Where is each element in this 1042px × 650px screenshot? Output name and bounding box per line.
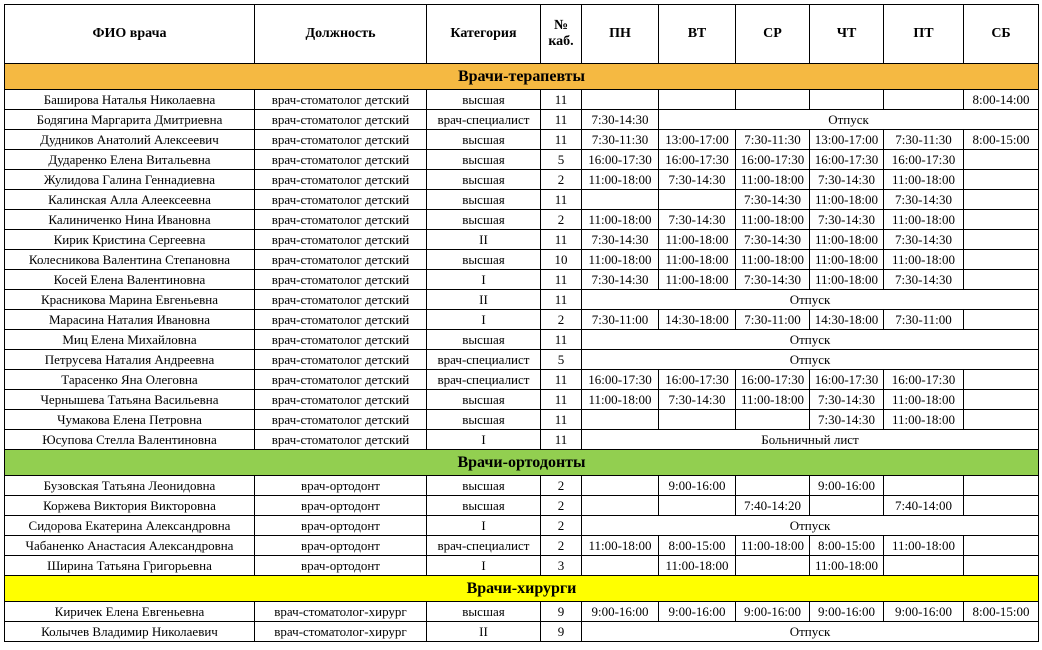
header-category: Категория [427, 5, 541, 64]
header-day-mon: ПН [582, 5, 659, 64]
schedule-cell: 16:00-17:30 [736, 370, 810, 390]
schedule-cell [736, 556, 810, 576]
schedule-cell: 11:00-18:00 [582, 210, 659, 230]
header-room-label: № каб. [548, 18, 574, 49]
schedule-cell: 7:30-14:30 [884, 230, 964, 250]
schedule-cell [659, 90, 736, 110]
doctor-room: 11 [541, 410, 582, 430]
schedule-cell [964, 390, 1039, 410]
doctor-category: высшая [427, 150, 541, 170]
table-row [5, 496, 1039, 516]
header-name: ФИО врача [5, 5, 255, 64]
schedule-cell: 8:00-14:00 [964, 90, 1039, 110]
schedule-cell: 11:00-18:00 [884, 410, 964, 430]
doctor-category: II [427, 290, 541, 310]
schedule-cell: 11:00-18:00 [884, 390, 964, 410]
schedule-cell: 11:00-18:00 [659, 270, 736, 290]
doctor-position: врач-стоматолог детский [255, 130, 427, 150]
schedule-cell: 7:30-14:30 [810, 410, 884, 430]
schedule-cell [810, 90, 884, 110]
doctor-position: врач-стоматолог детский [255, 250, 427, 270]
schedule-cell: 11:00-18:00 [582, 170, 659, 190]
status-cell: Отпуск [582, 330, 1039, 350]
schedule-cell [582, 410, 659, 430]
schedule-cell [659, 190, 736, 210]
doctor-room: 11 [541, 270, 582, 290]
doctor-position: врач-стоматолог детский [255, 170, 427, 190]
schedule-cell: 7:30-14:30 [736, 230, 810, 250]
table-row [5, 430, 1039, 450]
doctor-name: Баширова Наталья Николаевна [5, 90, 255, 110]
schedule-cell [964, 556, 1039, 576]
doctor-name: Жулидова Галина Геннадиевна [5, 170, 255, 190]
doctor-position: врач-стоматолог детский [255, 210, 427, 230]
table-row [5, 190, 1039, 210]
schedule-cell [964, 496, 1039, 516]
doctor-name: Сидорова Екатерина Александровна [5, 516, 255, 536]
doctor-category: высшая [427, 130, 541, 150]
schedule-cell: 7:30-14:30 [659, 210, 736, 230]
doctor-room: 2 [541, 210, 582, 230]
schedule-cell: 14:30-18:00 [810, 310, 884, 330]
doctor-category: I [427, 556, 541, 576]
schedule-cell: 11:00-18:00 [736, 170, 810, 190]
schedule-cell: 7:30-14:30 [884, 190, 964, 210]
status-cell: Отпуск [582, 622, 1039, 642]
schedule-cell [736, 476, 810, 496]
doctor-name: Миц Елена Михайловна [5, 330, 255, 350]
schedule-cell: 11:00-18:00 [810, 190, 884, 210]
schedule-cell: 16:00-17:30 [582, 370, 659, 390]
doctor-category: высшая [427, 190, 541, 210]
doctor-name: Колесникова Валентина Степановна [5, 250, 255, 270]
doctor-name: Марасина Наталия Ивановна [5, 310, 255, 330]
header-row [5, 5, 1039, 64]
header-day-thu: ЧТ [810, 5, 884, 64]
schedule-cell: 7:30-14:30 [582, 110, 659, 130]
doctor-position: врач-стоматолог детский [255, 330, 427, 350]
table-row [5, 330, 1039, 350]
doctor-category: I [427, 270, 541, 290]
schedule-cell: 16:00-17:30 [810, 150, 884, 170]
schedule-cell: 11:00-18:00 [810, 270, 884, 290]
schedule-cell: 16:00-17:30 [884, 150, 964, 170]
doctor-position: врач-стоматолог детский [255, 370, 427, 390]
section-header-therapists [5, 64, 1039, 90]
schedule-cell [964, 476, 1039, 496]
status-cell: Отпуск [659, 110, 1039, 130]
schedule-cell [582, 90, 659, 110]
doctor-room: 9 [541, 602, 582, 622]
doctor-position: врач-стоматолог детский [255, 190, 427, 210]
doctor-name: Дударенко Елена Витальевна [5, 150, 255, 170]
section-title: Врачи-ортодонты [5, 450, 1039, 476]
table-row [5, 250, 1039, 270]
doctor-name: Петрусева Наталия Андреевна [5, 350, 255, 370]
table-row [5, 350, 1039, 370]
table-row [5, 536, 1039, 556]
schedule-cell: 16:00-17:30 [736, 150, 810, 170]
schedule-cell: 14:30-18:00 [659, 310, 736, 330]
doctor-category: высшая [427, 496, 541, 516]
doctor-position: врач-стоматолог детский [255, 150, 427, 170]
schedule-cell [582, 496, 659, 516]
schedule-cell: 7:30-11:00 [582, 310, 659, 330]
schedule-body [5, 64, 1039, 642]
schedule-cell [582, 476, 659, 496]
schedule-cell: 11:00-18:00 [659, 250, 736, 270]
table-row [5, 90, 1039, 110]
doctor-category: врач-специалист [427, 350, 541, 370]
doctor-position: врач-стоматолог детский [255, 110, 427, 130]
header-day-fri: ПТ [884, 5, 964, 64]
schedule-cell [964, 170, 1039, 190]
schedule-cell: 7:30-14:30 [659, 170, 736, 190]
schedule-cell: 9:00-16:00 [736, 602, 810, 622]
schedule-cell: 11:00-18:00 [810, 556, 884, 576]
doctor-category: высшая [427, 210, 541, 230]
schedule-cell [659, 410, 736, 430]
schedule-cell [964, 190, 1039, 210]
doctor-room: 11 [541, 230, 582, 250]
schedule-cell: 16:00-17:30 [582, 150, 659, 170]
schedule-cell: 7:30-14:30 [884, 270, 964, 290]
doctor-category: высшая [427, 250, 541, 270]
schedule-cell: 7:30-11:30 [582, 130, 659, 150]
schedule-cell [964, 270, 1039, 290]
doctor-room: 9 [541, 622, 582, 642]
schedule-cell: 11:00-18:00 [810, 230, 884, 250]
table-row [5, 556, 1039, 576]
doctor-name: Бодягина Маргарита Дмитриевна [5, 110, 255, 130]
doctor-position: врач-стоматолог детский [255, 410, 427, 430]
header-day-sat: СБ [964, 5, 1039, 64]
section-title: Врачи-хирурги [5, 576, 1039, 602]
schedule-cell [964, 410, 1039, 430]
schedule-cell: 7:30-14:30 [736, 190, 810, 210]
doctor-category: II [427, 230, 541, 250]
schedule-cell: 11:00-18:00 [582, 536, 659, 556]
table-row [5, 410, 1039, 430]
doctor-category: высшая [427, 410, 541, 430]
doctor-category: высшая [427, 390, 541, 410]
schedule-cell [884, 90, 964, 110]
schedule-cell: 11:00-18:00 [736, 536, 810, 556]
schedule-cell: 11:00-18:00 [884, 536, 964, 556]
schedule-cell: 7:40-14:20 [736, 496, 810, 516]
schedule-cell: 11:00-18:00 [736, 390, 810, 410]
schedule-cell: 11:00-18:00 [582, 250, 659, 270]
doctor-name: Красникова Марина Евгеньевна [5, 290, 255, 310]
header-position: Должность [255, 5, 427, 64]
doctor-category: высшая [427, 90, 541, 110]
doctor-position: врач-стоматолог детский [255, 350, 427, 370]
doctor-room: 11 [541, 370, 582, 390]
doctor-position: врач-стоматолог детский [255, 430, 427, 450]
schedule-cell [964, 310, 1039, 330]
doctor-name: Чернышева Татьяна Васильевна [5, 390, 255, 410]
doctor-position: врач-стоматолог детский [255, 90, 427, 110]
doctor-room: 2 [541, 536, 582, 556]
schedule-cell: 9:00-16:00 [582, 602, 659, 622]
schedule-cell [736, 90, 810, 110]
schedule-cell [964, 230, 1039, 250]
doctor-name: Бузовская Татьяна Леонидовна [5, 476, 255, 496]
doctor-category: I [427, 310, 541, 330]
schedule-cell: 7:30-11:00 [736, 310, 810, 330]
schedule-cell: 7:30-14:30 [810, 390, 884, 410]
doctor-position: врач-ортодонт [255, 496, 427, 516]
schedule-cell: 7:30-14:30 [582, 230, 659, 250]
section-header-surgeons [5, 576, 1039, 602]
doctor-room: 11 [541, 390, 582, 410]
doctor-room: 3 [541, 556, 582, 576]
doctor-position: врач-стоматолог детский [255, 230, 427, 250]
schedule-cell: 9:00-16:00 [810, 602, 884, 622]
doctor-name: Тарасенко Яна Олеговна [5, 370, 255, 390]
schedule-cell: 13:00-17:00 [659, 130, 736, 150]
doctor-name: Колычев Владимир Николаевич [5, 622, 255, 642]
schedule-cell: 16:00-17:30 [659, 370, 736, 390]
schedule-cell: 7:30-11:30 [884, 130, 964, 150]
status-cell: Отпуск [582, 290, 1039, 310]
schedule-cell [964, 250, 1039, 270]
schedule-cell: 16:00-17:30 [884, 370, 964, 390]
schedule-cell: 7:30-11:00 [884, 310, 964, 330]
doctor-room: 2 [541, 476, 582, 496]
doctor-position: врач-стоматолог детский [255, 310, 427, 330]
table-row [5, 270, 1039, 290]
schedule-cell [582, 556, 659, 576]
schedule-cell: 8:00-15:00 [810, 536, 884, 556]
table-row [5, 602, 1039, 622]
doctor-room: 11 [541, 430, 582, 450]
table-row [5, 290, 1039, 310]
doctor-position: врач-ортодонт [255, 476, 427, 496]
section-header-orthodontists [5, 450, 1039, 476]
schedule-cell [964, 210, 1039, 230]
doctor-name: Чабаненко Анастасия Александровна [5, 536, 255, 556]
doctor-room: 11 [541, 90, 582, 110]
schedule-cell: 11:00-18:00 [884, 170, 964, 190]
schedule-cell: 7:30-14:30 [810, 170, 884, 190]
doctor-room: 11 [541, 290, 582, 310]
doctor-room: 5 [541, 150, 582, 170]
doctor-position: врач-стоматолог детский [255, 270, 427, 290]
schedule-cell: 11:00-18:00 [810, 250, 884, 270]
table-row [5, 130, 1039, 150]
doctor-room: 2 [541, 496, 582, 516]
table-row [5, 230, 1039, 250]
doctor-name: Ширина Татьяна Григорьевна [5, 556, 255, 576]
table-row [5, 390, 1039, 410]
doctor-room: 11 [541, 130, 582, 150]
schedule-cell: 11:00-18:00 [736, 210, 810, 230]
doctor-position: врач-ортодонт [255, 556, 427, 576]
schedule-cell: 16:00-17:30 [810, 370, 884, 390]
doctor-position: врач-ортодонт [255, 516, 427, 536]
doctor-position: врач-стоматолог-хирург [255, 602, 427, 622]
doctor-room: 2 [541, 516, 582, 536]
doctor-name: Кирик Кристина Сергеевна [5, 230, 255, 250]
status-cell: Отпуск [582, 350, 1039, 370]
doctor-room: 2 [541, 170, 582, 190]
schedule-cell [659, 496, 736, 516]
doctor-name: Калиниченко Нина Ивановна [5, 210, 255, 230]
schedule-cell: 8:00-15:00 [964, 602, 1039, 622]
doctor-position: врач-ортодонт [255, 536, 427, 556]
schedule-cell: 7:30-14:30 [659, 390, 736, 410]
schedule-cell [884, 476, 964, 496]
doctor-room: 11 [541, 110, 582, 130]
doctor-name: Юсупова Стелла Валентиновна [5, 430, 255, 450]
doctor-category: высшая [427, 330, 541, 350]
schedule-cell: 16:00-17:30 [659, 150, 736, 170]
schedule-cell: 9:00-16:00 [659, 602, 736, 622]
doctor-name: Коржева Виктория Викторовна [5, 496, 255, 516]
schedule-cell: 7:30-14:30 [736, 270, 810, 290]
table-row [5, 622, 1039, 642]
header-day-tue: ВТ [659, 5, 736, 64]
schedule-cell: 9:00-16:00 [659, 476, 736, 496]
schedule-cell: 7:40-14:00 [884, 496, 964, 516]
doctor-room: 2 [541, 310, 582, 330]
doctor-name: Косей Елена Валентиновна [5, 270, 255, 290]
table-row [5, 170, 1039, 190]
schedule-cell: 9:00-16:00 [810, 476, 884, 496]
schedule-cell: 11:00-18:00 [884, 210, 964, 230]
header-day-wed: СР [736, 5, 810, 64]
schedule-cell: 11:00-18:00 [659, 556, 736, 576]
doctor-room: 5 [541, 350, 582, 370]
table-row [5, 476, 1039, 496]
doctor-category: врач-специалист [427, 110, 541, 130]
schedule-cell [964, 536, 1039, 556]
status-cell: Отпуск [582, 516, 1039, 536]
schedule-cell: 13:00-17:00 [810, 130, 884, 150]
schedule-cell: 8:00-15:00 [964, 130, 1039, 150]
table-row [5, 370, 1039, 390]
doctor-position: врач-стоматолог-хирург [255, 622, 427, 642]
schedule-cell: 8:00-15:00 [659, 536, 736, 556]
doctor-name: Чумакова Елена Петровна [5, 410, 255, 430]
section-title: Врачи-терапевты [5, 64, 1039, 90]
table-row [5, 150, 1039, 170]
schedule-cell: 11:00-18:00 [884, 250, 964, 270]
schedule-cell: 9:00-16:00 [884, 602, 964, 622]
schedule-cell [964, 150, 1039, 170]
table-row [5, 516, 1039, 536]
doctor-category: I [427, 516, 541, 536]
schedule-cell [810, 496, 884, 516]
doctor-name: Калинская Алла Алеексеевна [5, 190, 255, 210]
schedule-cell: 11:00-18:00 [582, 390, 659, 410]
doctor-category: высшая [427, 476, 541, 496]
doctor-room: 11 [541, 190, 582, 210]
doctor-position: врач-стоматолог детский [255, 290, 427, 310]
table-row [5, 310, 1039, 330]
schedule-cell [582, 190, 659, 210]
schedule-cell: 11:00-18:00 [659, 230, 736, 250]
status-cell: Больничный лист [582, 430, 1039, 450]
table-row [5, 210, 1039, 230]
doctor-category: высшая [427, 602, 541, 622]
doctor-category: врач-специалист [427, 536, 541, 556]
doctor-category: врач-специалист [427, 370, 541, 390]
doctor-category: II [427, 622, 541, 642]
schedule-cell: 7:30-14:30 [810, 210, 884, 230]
schedule-cell: 7:30-14:30 [582, 270, 659, 290]
schedule-cell: 7:30-11:30 [736, 130, 810, 150]
schedule-cell [736, 410, 810, 430]
doctor-name: Дудников Анатолий Алексеевич [5, 130, 255, 150]
schedule-cell: 11:00-18:00 [736, 250, 810, 270]
doctor-position: врач-стоматолог детский [255, 390, 427, 410]
doctor-room: 10 [541, 250, 582, 270]
header-room [541, 5, 582, 64]
doctor-room: 11 [541, 330, 582, 350]
schedule-cell [964, 370, 1039, 390]
schedule-cell [884, 556, 964, 576]
doctor-category: высшая [427, 170, 541, 190]
doctor-name: Киричек Елена Евгеньевна [5, 602, 255, 622]
doctor-category: I [427, 430, 541, 450]
table-row [5, 110, 1039, 130]
doctor-schedule-table [4, 4, 1039, 642]
